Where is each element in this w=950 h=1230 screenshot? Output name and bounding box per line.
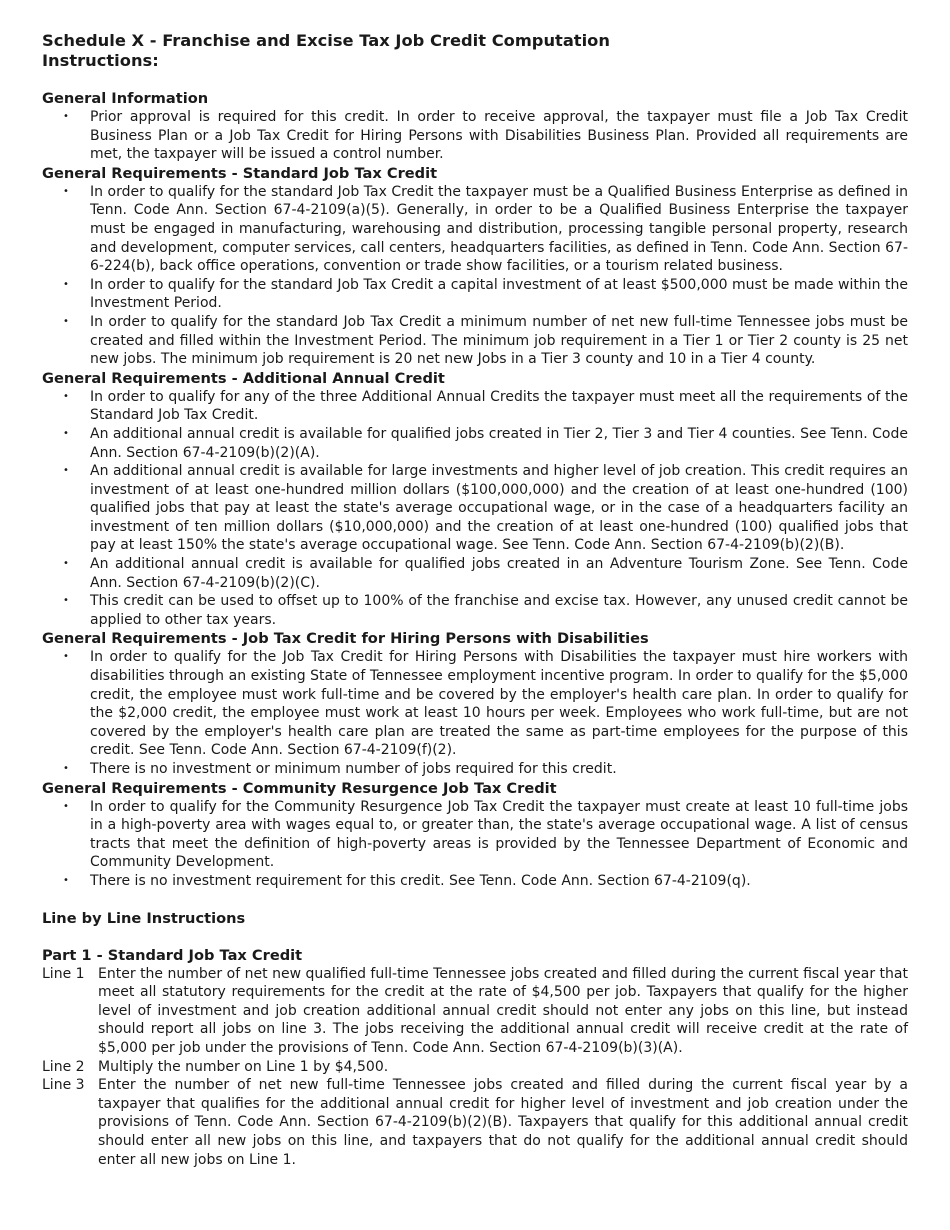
standard-credit-heading: General Requirements - Standard Job Tax Credit	[42, 164, 438, 182]
line-by-line-heading: Line by Line Instructions	[42, 909, 246, 927]
list-item: • There is no investment requirement for this credit. See Tenn. Code Ann. Section 67-4-2109(q).	[63, 872, 751, 889]
bullet-icon: •	[63, 874, 69, 886]
disabilities-credit-heading: General Requirements - Job Tax Credit for Hiring Persons with Disabilities	[42, 630, 649, 648]
list-item: • In order to qualify for the standard Job Tax Credit a capital investment of at least $500,000 must be made within the Investment Period.	[63, 276, 908, 312]
list-item: • There is no investment or minimum number of jobs required for this credit.	[63, 761, 617, 777]
list-item: • This credit can be used to offset up to 100% of the franchise and excise tax. However, any unused credit cannot be applied to other tax years.	[63, 593, 908, 628]
list-item: • In order to qualify for any of the three Additional Annual Credits the taxpayer must meet all the requirements of the Standard Job Tax Credit.	[63, 388, 908, 424]
line-description: Enter the number of net new qualified full-time Tennessee jobs created and filled during the current fiscal year that meet all statutory requirements for the credit at the rate of $4,500 per job. Taxpayers that qualify for the higher level of investment and job creation additional annual credit should not enter any jobs on this line, but instead should report all jobs on line 3. The jobs receiving the additional annual credit will receive credit at the rate of $5,000 per job under the provisions of Tenn. Code Ann. Section 67-4-2109(b)(3)(A).	[98, 965, 908, 1056]
bullet-icon: •	[63, 315, 69, 327]
disabilities-credit-list	[42, 648, 908, 778]
line-3-instruction	[42, 1076, 908, 1169]
additional-credit-heading: General Requirements - Additional Annual Credit	[42, 369, 445, 387]
line-number: Line 2	[42, 1058, 85, 1075]
line-description: Multiply the number on Line 1 by $4,500.	[98, 1058, 389, 1075]
document-title: Schedule X - Franchise and Excise Tax Job Credit Computation	[42, 31, 610, 50]
bullet-icon: •	[63, 800, 69, 812]
bullet-icon: •	[63, 465, 69, 477]
list-item: • In order to qualify for the standard Job Tax Credit a minimum number of net new full-time Tennessee jobs must be created and filled within the Investment Period. The minimum job requirement in a Tier 1 or Tier 2 county is 25 net new jobs. The minimum job requirement is 20 net new Jobs in a Tier 3 county and 10 in a Tier 4 county.	[63, 313, 908, 368]
line-description: Enter the number of net new full-time Tennessee jobs created and filled during the current fiscal year by a taxpayer that qualifies for the additional annual credit for higher level of investment and job creation under the provisions of Tenn. Code Ann. Section 67-4-2109(b)(2)(B). Taxpayers that qualify for this additional annual credit should enter all new jobs on this line, and taxpayers that do not qualify for the additional annual credit should enter all new jobs on Line 1.	[98, 1077, 908, 1168]
list-item: • Prior approval is required for this credit. In order to receive approval, the taxpayer must file a Job Tax Credit Business Plan or a Job Tax Credit for Hiring Persons with Disabilities Business Plan. Provided all requirements are met, the taxpayer will be issued a control number.	[63, 109, 908, 163]
resurgence-credit-heading: General Requirements - Community Resurgence Job Tax Credit	[42, 779, 557, 797]
line-number: Line 1	[42, 965, 85, 982]
list-item: • In order to qualify for the Community Resurgence Job Tax Credit the taxpayer must create at least 10 full-time jobs in a high-poverty area with wages equal to, or greater than, the state's average occupational wage. A list of census tracts that meet the definition of high-poverty areas is provided by the Tennessee Department of Economic and Community Development.	[63, 798, 908, 871]
bullet-icon: •	[63, 390, 69, 402]
bullet-icon: •	[63, 651, 69, 663]
list-item: • In order to qualify for the Job Tax Credit for Hiring Persons with Disabilities the taxpayer must hire workers with disabilities through an existing State of Tennessee employment incentive program. In order to qualify for the $5,000 credit, the employee must work full-time and be covered by the employer's health care plan. In order to qualify for the $2,000 credit, the employee must work at least 10 hours per week. Employees who work full-time, but are not covered by the employer's health care plan are treated the same as part-time employees for the purpose of this credit. See Tenn. Code Ann. Section 67-4-2109(f)(2).	[63, 649, 908, 759]
document-subtitle: Instructions:	[42, 51, 159, 70]
list-item: • An additional annual credit is available for qualified jobs created in Tier 2, Tier 3 and Tier 4 counties. See Tenn. Code Ann. Section 67-4-2109(b)(2)(A).	[63, 425, 908, 461]
bullet-icon: •	[63, 558, 69, 570]
instructions-page	[42, 31, 908, 1169]
list-item: • An additional annual credit is available for qualified jobs created in an Adventure Tourism Zone. See Tenn. Code Ann. Section 67-4-2109(b)(2)(C).	[63, 556, 908, 591]
bullet-icon: •	[63, 185, 69, 197]
bullet-icon: •	[63, 427, 69, 439]
general-information-heading: General Information	[42, 90, 209, 107]
additional-credit-list	[42, 388, 908, 630]
standard-credit-list	[42, 183, 908, 369]
list-item: • In order to qualify for the standard Job Tax Credit the taxpayer must be a Qualified Business Enterprise as defined in Tenn. Code Ann. Section 67-4-2109(a)(5). Generally, in order to be a Qualified Business Enterprise the taxpayer must be engaged in manufacturing, warehousing and distribution, processing tangible personal property, research and development, computer services, call centers, headquarters facilities, as defined in Tenn. Code Ann. Section 67-6-224(b), back office operations, convention or trade show facilities, or a tourism related business.	[63, 183, 908, 275]
bullet-icon: •	[63, 763, 69, 774]
resurgence-credit-list	[42, 798, 908, 891]
part1-heading: Part 1 - Standard Job Tax Credit	[42, 946, 303, 964]
bullet-icon: •	[63, 278, 69, 290]
list-item: • An additional annual credit is available for large investments and higher level of job creation. This credit requires an investment of at least one-hundred million dollars ($100,000,000) and the creation of at least one-hundred (100) qualified jobs that pay at least the state's average occupational wage, or in the case of a headquarters facility an investment of ten million dollars ($10,000,000) and the creation of at least one-hundred (100) qualified jobs that pay at least 150% the state's average occupational wage. See Tenn. Code Ann. Section 67-4-2109(b)(2)(B).	[63, 463, 908, 554]
general-information-list	[42, 108, 908, 164]
bullet-icon: •	[63, 595, 69, 607]
line-2-instruction	[42, 1058, 908, 1077]
line-number: Line 3	[42, 1077, 85, 1094]
line-1-instruction	[42, 965, 908, 1058]
bullet-icon: •	[63, 111, 69, 122]
